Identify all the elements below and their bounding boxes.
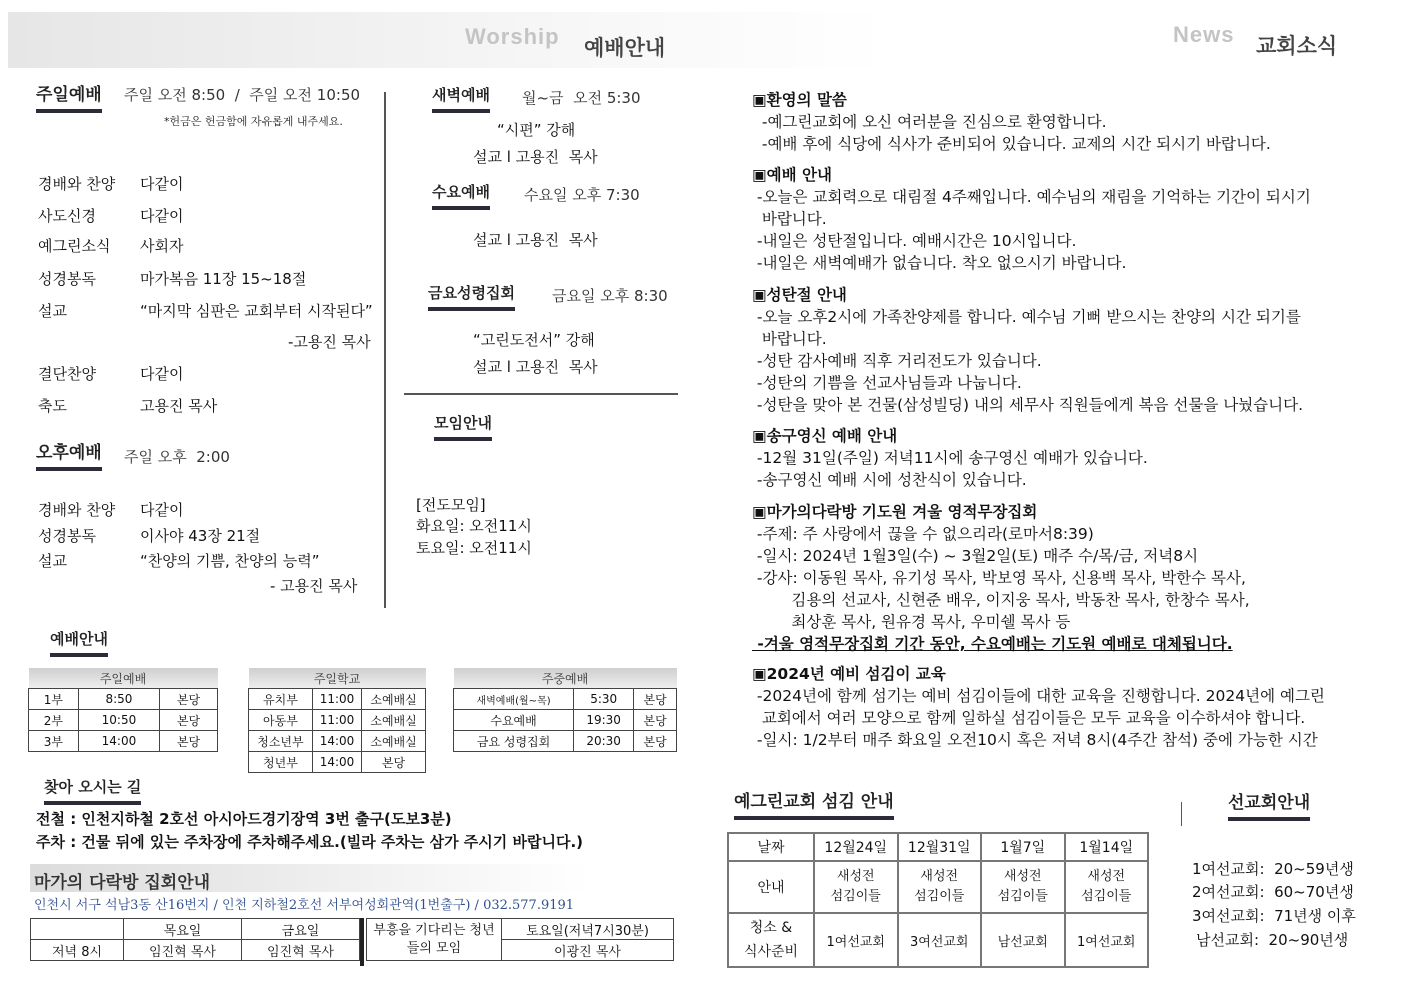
table-row [454, 710, 677, 731]
cell: 청년부 [249, 752, 313, 773]
cell: 10:50 [78, 710, 159, 731]
news-servant-training [752, 663, 1325, 751]
worship-header-ko: 예배안내 [584, 36, 666, 60]
cell: 이광진 목사 [502, 940, 674, 961]
worship-table-title: 예배안내 [50, 628, 108, 657]
news-title: ▣예배 안내 [752, 166, 832, 184]
order-label: 성경봉독 [38, 270, 96, 288]
order-value: - 고용진 목사 [270, 577, 358, 595]
column-divider [384, 92, 386, 608]
cell: 12월31일 [898, 833, 982, 861]
cell: 8:50 [78, 689, 159, 710]
news-title: ▣송구영신 예배 안내 [752, 427, 898, 445]
directions-subway: 전철 : 인천지하철 2호선 아시아드경기장역 3번 출구(도보3분) [36, 810, 452, 828]
cell: 5:30 [574, 689, 634, 710]
news-line: -예배 후에 식당에 식사가 준비되어 있습니다. 교제의 시간 되시기 바랍니다. [752, 135, 1271, 153]
cell: 1여선교회 [1065, 913, 1149, 967]
news-line: -송구영신 예배 시에 성찬식이 있습니다. [752, 471, 1027, 489]
mission-line: 1여선교회: 20~59년생 [1192, 860, 1354, 878]
news-newyear [752, 425, 1148, 491]
cell: 소예배실 [362, 710, 426, 731]
cell: 14:00 [78, 731, 159, 752]
order-value: 다같이 [140, 501, 184, 519]
worship-header-bar [8, 12, 888, 68]
news-title: ▣환영의 말씀 [752, 91, 847, 109]
friday-preacher: 설교 l 고용진 목사 [473, 358, 598, 376]
sunday-school-table [248, 668, 426, 773]
news-line: -강사: 이동원 목사, 유기성 목사, 박보영 목사, 신용백 목사, 박한수 목사, [752, 569, 1246, 587]
news-title: ▣마가의다락방 기도원 겨울 영적무장집회 [752, 503, 1038, 521]
table-row [29, 710, 218, 731]
table-row [29, 731, 218, 752]
cell: 새성전 섬김이들 [898, 861, 982, 913]
order-value: -고용진 목사 [288, 333, 371, 351]
news-line: -일시: 1/2부터 매주 화요일 오전10시 혹은 저녁 8시(4주간 참석) 중에 가능한 시간 [752, 731, 1318, 749]
maga-address: 인천시 서구 석남3동 산16번지 / 인천 지하철2호선 서부여성회관역(1번출구) / 032.577.9191 [34, 898, 575, 913]
cell: 본당 [362, 752, 426, 773]
cell: 본당 [634, 710, 677, 731]
order-value: “마지막 심판은 교회부터 시작된다” [140, 302, 373, 320]
serve-title: 예그린교회 섬김 안내 [734, 787, 894, 820]
cell: 본당 [634, 731, 677, 752]
order-label: 경배와 찬양 [38, 175, 116, 193]
cell: 부흥을 기다리는 청년들의 모임 [367, 919, 502, 961]
order-value: 다같이 [140, 175, 184, 193]
order-label: 설교 [38, 302, 67, 320]
weekday-worship-table [453, 668, 677, 752]
wednesday-preacher: 설교 l 고용진 목사 [473, 231, 598, 249]
news-line: 바랍니다. [752, 330, 827, 348]
news-line-emphasis: -겨울 영적무장집회 기간 동안, 수요예배는 기도원 예배로 대체됩니다. [752, 635, 1233, 653]
order-label: 축도 [38, 397, 67, 415]
news-header-ko: 교회소식 [1256, 34, 1338, 58]
dawn-worship-time: 월~금 오전 5:30 [522, 89, 641, 107]
cell: 소예배실 [362, 731, 426, 752]
cell: 20:30 [574, 731, 634, 752]
mission-line: 3여선교회: 71년생 이후 [1192, 907, 1356, 925]
table-row [249, 752, 426, 773]
order-label: 성경봉독 [38, 527, 96, 545]
news-welcome [752, 89, 1271, 155]
cell: 아동부 [249, 710, 313, 731]
cell: 본당 [160, 689, 218, 710]
cell: 본당 [160, 710, 218, 731]
cell: 금요일 [242, 919, 360, 940]
news-line: -예그린교회에 오신 여러분을 진심으로 환영합니다. [752, 113, 1107, 131]
cell: 토요일(저녁7시30분) [502, 919, 674, 940]
news-line: -성탄의 기쁨을 선교사님들과 나눕니다. [752, 374, 1022, 392]
maga-youth-table [366, 918, 674, 961]
order-label: 사도신경 [38, 207, 96, 225]
order-value: 이사야 43장 21절 [140, 527, 261, 545]
news-christmas [752, 284, 1303, 416]
order-label: 경배와 찬양 [38, 501, 116, 519]
meeting-title: 모임안내 [434, 412, 492, 441]
news-line: -일시: 2024년 1월3일(수) ~ 3월2일(토) 매주 수/목/금, 저녁8시 [752, 547, 1199, 565]
cell: 저녁 8시 [31, 940, 124, 961]
order-value: 사회자 [140, 237, 184, 255]
afternoon-worship-title: 오후예배 [36, 438, 102, 471]
cell: 새성전 섬김이들 [1065, 861, 1149, 913]
directions-title: 찾아 오시는 길 [44, 776, 141, 805]
meeting-line: 화요일: 오전11시 [416, 517, 532, 535]
maga-schedule-table [30, 918, 360, 961]
cell: 1월7일 [981, 833, 1065, 861]
dawn-preacher: 설교 l 고용진 목사 [473, 148, 598, 166]
cell: 임진혁 목사 [124, 940, 242, 961]
table-row [31, 940, 360, 961]
table-row [249, 689, 426, 710]
news-prayer-retreat [752, 501, 1250, 655]
news-line: 최상훈 목사, 원유경 목사, 우미쉘 목사 등 [752, 613, 1071, 631]
maga-title: 마가의 다락방 집회안내 [34, 873, 211, 893]
cell: 2부 [29, 710, 79, 731]
cell: 1부 [29, 689, 79, 710]
cell: 본당 [160, 731, 218, 752]
directions-parking: 주차 : 건물 뒤에 있는 주차장에 주차해주세요.(빌라 주차는 삼가 주시기 바랍니다.) [36, 833, 584, 851]
sunday-worship-time: 주일 오전 8:50 / 주일 오전 10:50 [124, 86, 361, 104]
cell: 새성전 섬김이들 [814, 861, 898, 913]
table-header: 주일학교 [249, 668, 426, 689]
cell: 수요예배 [454, 710, 574, 731]
table-row [728, 913, 1148, 967]
news-line: -2024년에 함께 섬기는 예비 섬김이들에 대한 교육을 진행합니다. 2024년에 예그린 [752, 687, 1325, 705]
table-row [249, 731, 426, 752]
dawn-series: “시편” 강해 [497, 121, 576, 139]
table-row [29, 689, 218, 710]
cell: 안내 [728, 861, 814, 913]
mission-divider [1181, 802, 1182, 826]
cell: 14:00 [312, 731, 361, 752]
offering-note: *헌금은 헌금함에 자유롭게 내주세요. [164, 115, 343, 128]
news-line: -주제: 주 사랑에서 끊을 수 없으리라(로마서8:39) [752, 525, 1094, 543]
order-value: “찬양의 기쁨, 찬양의 능력” [140, 552, 320, 570]
cell: 청소년부 [249, 731, 313, 752]
wednesday-worship-title: 수요예배 [432, 181, 490, 210]
order-label: 예그린소식 [38, 237, 111, 255]
cell: 남선교회 [981, 913, 1065, 967]
news-line: 교회에서 여러 모양으로 함께 일하실 섬김이들은 모두 교육을 이수하셔야 합니다. [752, 709, 1306, 727]
table-row [367, 919, 674, 940]
order-label: 설교 [38, 552, 67, 570]
news-line: -오늘 오후2시에 가족찬양제를 합니다. 예수님 기뻐 받으시는 찬양의 시간 되기를 [752, 308, 1301, 326]
cell: 청소 & 식사준비 [728, 913, 814, 967]
cell: 1월14일 [1065, 833, 1149, 861]
news-title: ▣2024년 예비 섬김이 교육 [752, 665, 946, 683]
order-value: 다같이 [140, 207, 184, 225]
cell: 날짜 [728, 833, 814, 861]
news-header-en: News [1173, 22, 1235, 47]
table-row [728, 833, 1148, 861]
table-header: 주일예배 [29, 668, 218, 689]
friday-worship-title: 금요성령집회 [428, 282, 515, 311]
cell: 3여선교회 [898, 913, 982, 967]
cell: 11:00 [312, 689, 361, 710]
cell: 임진혁 목사 [242, 940, 360, 961]
mission-title: 선교회안내 [1228, 788, 1310, 821]
dawn-worship-title: 새벽예배 [432, 84, 490, 113]
news-line: -오늘은 교회력으로 대림절 4주째입니다. 예수님의 재림을 기억하는 기간이 되시기 [752, 188, 1311, 206]
news-line: -12월 31일(주일) 저녁11시에 송구영신 예배가 있습니다. [752, 449, 1148, 467]
cell: 19:30 [574, 710, 634, 731]
table-row [454, 689, 677, 710]
table-header: 주중예배 [454, 668, 677, 689]
table-row [31, 919, 360, 940]
friday-worship-time: 금요일 오후 8:30 [552, 287, 668, 305]
news-line: -내일은 새벽예배가 없습니다. 착오 없으시기 바랍니다. [752, 254, 1127, 272]
wednesday-worship-time: 수요일 오후 7:30 [524, 186, 640, 204]
section-divider [404, 393, 678, 395]
cell: 소예배실 [362, 689, 426, 710]
cell: 1여선교회 [814, 913, 898, 967]
cell: 14:00 [312, 752, 361, 773]
table-row [249, 710, 426, 731]
cell: 12월24일 [814, 833, 898, 861]
mission-line: 남선교회: 20~90년생 [1196, 931, 1349, 949]
cell [31, 919, 124, 940]
cell: 새성전 섬김이들 [981, 861, 1065, 913]
news-line: 바랍니다. [752, 210, 827, 228]
table-row [728, 861, 1148, 913]
order-value: 고용진 목사 [140, 397, 218, 415]
maga-divider [360, 918, 364, 966]
cell: 본당 [634, 689, 677, 710]
afternoon-worship-time: 주일 오후 2:00 [124, 448, 230, 466]
order-value: 다같이 [140, 365, 184, 383]
serve-table [727, 832, 1149, 968]
meeting-line: [전도모임] [416, 496, 486, 514]
meeting-line: 토요일: 오전11시 [416, 539, 532, 557]
order-value: 마가복음 11장 15~18절 [140, 270, 307, 288]
news-line: -성탄 감사예배 직후 거리전도가 있습니다. [752, 352, 1042, 370]
cell: 새벽예배(월~목) [454, 689, 574, 710]
cell: 유치부 [249, 689, 313, 710]
mission-line: 2여선교회: 60~70년생 [1192, 883, 1354, 901]
news-line: -성탄을 맞아 본 건물(삼성빌딩) 내의 세무사 직원들에게 복음 선물을 나눴습니다. [752, 396, 1304, 414]
sunday-worship-title: 주일예배 [36, 80, 102, 113]
cell: 11:00 [312, 710, 361, 731]
order-label: 결단찬양 [38, 365, 96, 383]
news-worship [752, 164, 1311, 274]
news-title: ▣성탄절 안내 [752, 286, 847, 304]
worship-header-en: Worship [465, 24, 560, 49]
sunday-worship-table [28, 668, 218, 752]
cell: 목요일 [124, 919, 242, 940]
friday-series: “고린도전서” 강해 [473, 331, 595, 349]
table-row [454, 731, 677, 752]
cell: 금요 성령집회 [454, 731, 574, 752]
cell: 3부 [29, 731, 79, 752]
news-line: 김용의 선교사, 신현준 배우, 이지웅 목사, 박동찬 목사, 한창수 목사, [752, 591, 1250, 609]
news-line: -내일은 성탄절입니다. 예배시간은 10시입니다. [752, 232, 1077, 250]
